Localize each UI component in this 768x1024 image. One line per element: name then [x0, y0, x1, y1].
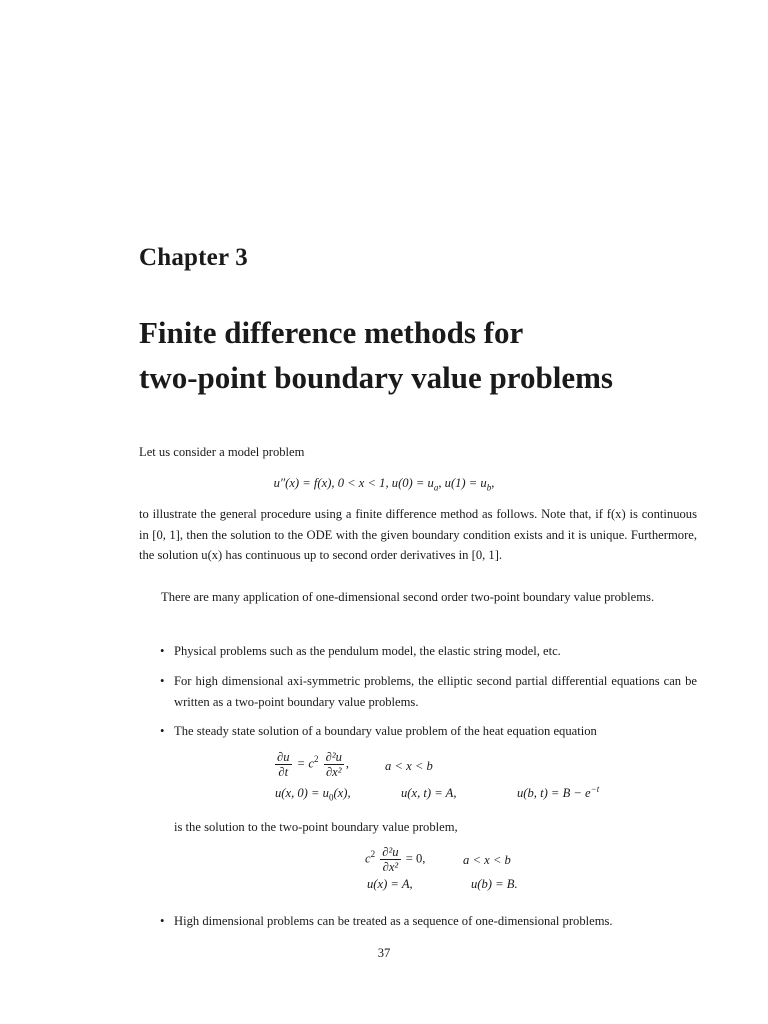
model-equation	[0, 476, 768, 493]
bullet-item-4: High dimensional problems can be treated as a sequence of one-dimensional problems.	[174, 914, 613, 928]
heat-c-exponent: 2	[313, 754, 319, 765]
chapter-title-line-1: Finite difference methods for	[139, 315, 524, 350]
heat-comma: ,	[345, 756, 350, 771]
heat-lhs-fraction	[275, 750, 292, 779]
bvp-equation	[365, 845, 425, 874]
intro-lead: Let us consider a model problem	[139, 445, 305, 459]
model-equation-main: u″(x) = f(x), 0 < x < 1, u(0) = u	[273, 476, 434, 490]
heat-condition-1	[275, 786, 351, 803]
model-equation-sub-a: a	[433, 482, 439, 493]
bvp-bc-2: u(b) = B.	[471, 877, 518, 891]
heat-cond1-main: u(x, 0) = u	[275, 786, 329, 800]
page-number: 37	[377, 946, 391, 960]
heat-equation	[273, 750, 349, 779]
heat-cond3-main: u(b, t) = B − e	[517, 786, 591, 801]
bullet-marker-3: •	[160, 724, 165, 738]
paragraph-1: to illustrate the general procedure using a finite difference method as follows. Note that, if f(x) is continuous in [0, 1], then the solution to the ODE with the given boundary condition exists and it is unique. Furthermore, the solution u(x) has continuous up to second order derivatives in [0, 1].	[139, 507, 697, 562]
model-equation-mid: , u(1) = u	[438, 476, 487, 490]
heat-cond1-end: (x),	[333, 786, 351, 800]
bvp-numerator: ∂²u	[382, 845, 399, 859]
heat-rhs-fraction	[324, 750, 344, 779]
bullet-item-3-follow: is the solution to the two-point boundary value problem,	[174, 820, 458, 834]
heat-cond3-exponent: −t	[590, 784, 600, 794]
heat-domain: a < x < b	[385, 759, 433, 773]
chapter-label: Chapter 3	[139, 244, 248, 271]
bullet-marker-2: •	[160, 674, 165, 688]
bullet-item-3: The steady state solution of a boundary value problem of the heat equation equation	[174, 724, 597, 738]
bullet-item-1: Physical problems such as the pendulum model, the elastic string model, etc.	[174, 644, 561, 658]
heat-lhs-denominator: ∂t	[278, 765, 289, 779]
bullet-item-2: For high dimensional axi-symmetric problems, the elliptic second partial differential equations can be written as a two-point boundary value problems.	[174, 674, 697, 709]
model-equation-end: ,	[491, 476, 495, 490]
heat-equals-c: = c	[296, 756, 314, 771]
heat-rhs-numerator: ∂²u	[325, 750, 342, 764]
heat-lhs-numerator: ∂u	[277, 750, 290, 764]
bullet-marker-1: •	[160, 644, 165, 658]
paragraph-2: There are many application of one-dimensional second order two-point boundary value problems.	[161, 590, 655, 604]
bvp-c-exponent: 2	[370, 849, 376, 860]
chapter-title	[139, 310, 613, 400]
model-equation-sub-b: b	[486, 482, 492, 493]
bvp-c: c	[365, 851, 371, 866]
heat-rhs-denominator: ∂x²	[325, 765, 342, 779]
bvp-fraction	[380, 845, 400, 874]
heat-cond1-sub: 0	[328, 792, 334, 803]
bvp-denominator: ∂x²	[382, 860, 399, 874]
bvp-domain: a < x < b	[463, 853, 511, 867]
heat-condition-3	[517, 784, 599, 801]
bvp-bc-1: u(x) = A,	[367, 877, 413, 891]
chapter-title-line-2: two-point boundary value problems	[139, 360, 613, 395]
bvp-equals-zero: = 0,	[405, 851, 426, 866]
heat-condition-2: u(x, t) = A,	[401, 786, 457, 800]
bullet-marker-4: •	[160, 914, 165, 928]
